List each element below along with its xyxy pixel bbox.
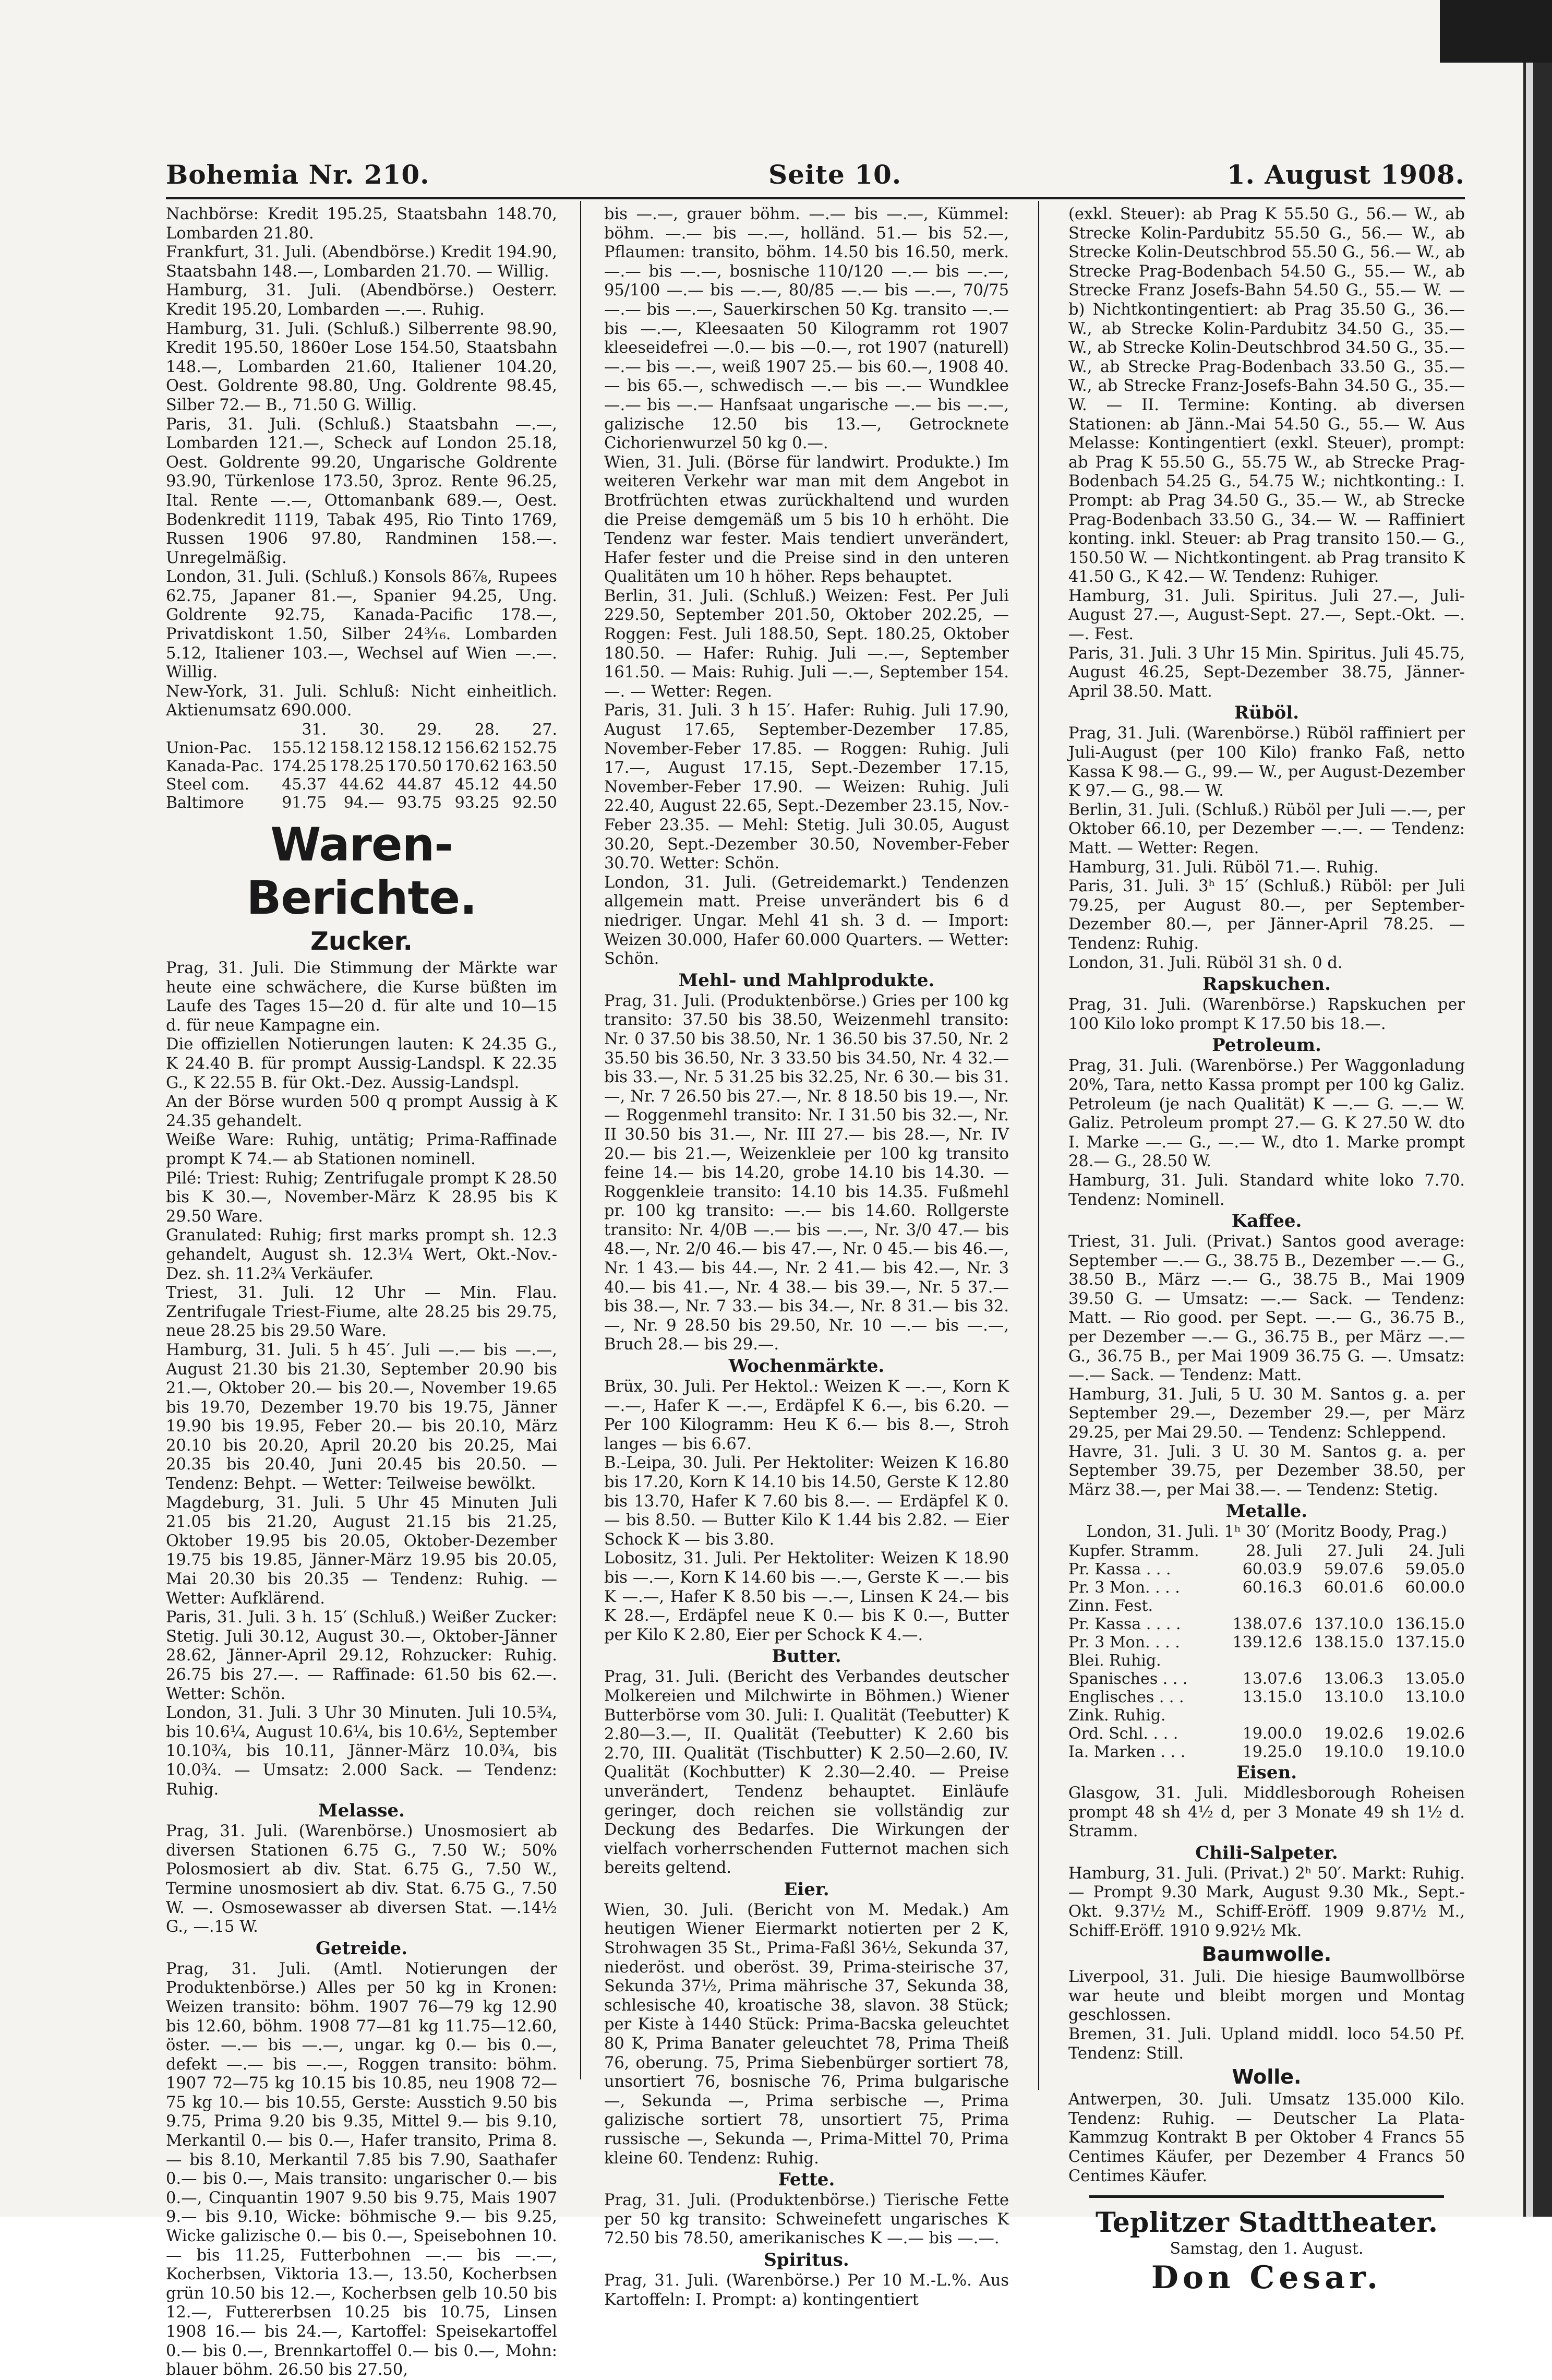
zucker-paragraph: An der Börse wurden 500 q prompt Aussig à K 24.35 gehandelt. [166,1093,557,1130]
kaffee-paragraph: Hamburg, 31. Juli, 5 U. 30 M. Santos g. a. per September 29.—, Dezember 29.—, per März 29.25, per Mai 29.50. — Tendenz: Schleppend. [1068,1385,1465,1442]
section-title-spiritus: Spiritus. [764,2249,849,2270]
table-cell [1221,1706,1302,1725]
table-row [1068,1652,1465,1670]
zucker-paragraph: Paris, 31. Juli. 3 h. 15′ (Schluß.) Weißer Zucker: Stetig. Juli 30.12, August 30.—, Oktober-Jänner 28.62, Jänner-April 29.12, Rohzucker: Ruhig. 26.75 bis 27.—. — Raffinade: 61.50 bis 62.—. Wetter: Schön. [166,1608,557,1703]
spiritus-paragraph: Prag, 31. Juli. (Warenbörse.) Per 10 M.-L.%. Aus Kartoffeln: I. Prompt: a) kontingentiert [604,2271,1009,2309]
market-report-paragraph: Wien, 31. Juli. (Börse für landwirt. Produkte.) Im weiteren Verkehr war man mit dem Angebot in Brotfrüchten etwas zurückhaltend und wurden die Preise demgemäß um 5 bis 10 h erhöht. Die Tendenz war fester. Mais tendiert unverändert, Hafer fester und die Preise sind in den unteren Qualitäten um 10 h höher. Reps behauptet. [604,453,1009,587]
table-cell: 60.16.3 [1242,1578,1303,1597]
table-cell: 178.25 [329,757,384,776]
table-cell: Union-Pac. [166,739,252,758]
table-cell: 45.12 [454,775,500,794]
kaffee-paragraph: Havre, 31. Juli. 3 U. 30 M. Santos g. a. per September 39.75, per Dezember 38.50, per März 38.—, per Mai 38.—. — Tendenz: Stetig. [1068,1442,1465,1499]
table-cell: Zinn. Fest. [1068,1597,1153,1615]
scan-corner-shadow [1440,0,1552,63]
market-report-paragraph: London, 31. Juli. (Getreidemarkt.) Tendenzen allgemein matt. Preise unverändert bis 6 d niedriger. Ungar. Mehl 41 sh. 3 d. — Import: Weizen 30.000, Hafer 60.000 Quarters. — Wetter: Schön. [604,873,1009,968]
table-cell: Steel com. [166,775,250,794]
wochenmarkt-paragraph: B.-Leipa, 30. Juli. Per Hektoliter: Weizen K 16.80 bis 17.20, Korn K 14.10 bis 14.50, Gerste K 12.80 bis 13.70, Hafer K 7.60 bis 8.—. — Erdäpfel K 0.— bis 8.50. — Butter Kilo K 1.44 bis 2.82. — Eier Schock K — bis 3.80. [604,1454,1009,1549]
table-header-cell: 27. Juli [1327,1542,1384,1560]
table-header-cell: Kupfer. Stramm. [1068,1542,1199,1560]
header-page-number: Seite 10. [768,159,902,190]
table-header-cell: 27. [532,721,557,739]
table-cell [1302,1652,1383,1670]
zucker-paragraph: Prag, 31. Juli. Die Stimmung der Märkte war heute eine schwächere, die Kurse büßten im Laufe des Tages 15—20 d. für alte und 10—15 d. für neue Kampagne ein. [166,959,557,1035]
table-cell: 93.75 [397,794,442,812]
zucker-paragraph: Triest, 31. Juli. 12 Uhr — Min. Flau. Zentrifugale Triest-Fiume, alte 28.25 bis 29.75, neue 28.25 bis 29.50 Ware. [166,1284,557,1341]
table-cell: 163.50 [502,757,557,776]
table-cell: 19.10.0 [1324,1743,1384,1761]
section-title-chili-salpeter: Chili-Salpeter. [1195,1842,1338,1863]
market-report-paragraph: New-York, 31. Juli. Schluß: Nicht einheitlich. Aktienumsatz 690.000. [166,682,557,720]
rueboel-paragraph: Prag, 31. Juli. (Warenbörse.) Rüböl raffiniert per Juli-August (per 100 Kilo) franko Faß, netto Kassa K 98.— G., 99.— W., per August-Dezember K 97.— G., 98.— W. [1068,724,1465,800]
section-title-kaffee: Kaffee. [1231,1211,1302,1232]
table-cell [1221,1652,1302,1670]
table-header-row [166,721,557,739]
table-cell: 59.05.0 [1405,1560,1465,1578]
table-cell: 60.01.6 [1324,1578,1384,1597]
metalle-intro: London, 31. Juli. 1ʰ 30′ (Moritz Boody, Prag.) [1086,1523,1447,1541]
table-cell [1383,1652,1465,1670]
theatre-play-title: Don Cesar. [1151,2259,1382,2297]
table-cell: Blei. Ruhig. [1068,1652,1161,1670]
zucker-paragraph: Die offiziellen Notierungen lauten: K 24.35 G., K 24.40 B. für prompt Aussig-Landspl. K 22.35 G., K 22.55 B. für Okt.-Dez. Aussig-Landspl. [166,1035,557,1092]
zucker-paragraph: Granulated: Ruhig; first marks prompt sh. 12.3 gehandelt, August sh. 12.3¼ Wert, Okt.-Nov.-Dez. sh. 11.2¾ Verkäufer. [166,1226,557,1283]
table-cell: 170.50 [387,757,442,776]
rueboel-paragraph: London, 31. Juli. Rüböl 31 sh. 0 d. [1068,953,1343,972]
section-title-fette: Fette. [778,2169,835,2191]
eier-paragraph: Wien, 30. Juli. (Bericht von M. Medak.) Am heutigen Wiener Eiermarkt notierten per 2 K, Strohwagen 35 St., Prima-Faßl 36½, Sekunda 37, niederöst. und oberöst. 39, Prima-steirische 37, Sekunda 37½, Prima mährische 37, Sekunda 38, schlesische 40, kroatische 38, slavon. 38 Stück; per Kiste à 1440 Stück: Prima-Bacska geleuchtet 80 K, Prima Banater geleuchtet 78, Prima Theiß 76, oberung. 75, Prima Siebenbürger sortiert 78, unsortiert 76, bosnische 76, Prima bulgarische —, Sekunda —, Prima serbische —, Prima galizische sortiert 78, unsortiert 75, Prima russische —, Sekunda —, Prima-Mittel 70, Prima kleine 60. Tendenz: Ruhig. [604,1900,1009,2168]
page-binding-highlight [1526,0,1533,2217]
table-cell: 136.15.0 [1395,1615,1465,1633]
table-cell: 94.— [343,794,384,812]
table-cell: Zink. Ruhig. [1068,1706,1166,1725]
table-header-cell [166,721,269,739]
zucker-paragraph: London, 31. Juli. 3 Uhr 30 Minuten. Juli 10.5¾, bis 10.6¼, August 10.6¼, bis 10.6½, September 10.10¾, bis 10.11, Jänner-März 10.0¾, bis 10.0¾. — Umsatz: 2.000 Sack. — Tendenz: Ruhig. [166,1704,557,1799]
table-row [166,794,557,812]
table-cell: 13.06.3 [1324,1670,1384,1688]
table-row [1068,1578,1465,1597]
table-row [1068,1615,1465,1633]
table-cell: 19.25.0 [1242,1743,1303,1761]
spiritus-continued-paragraph: Hamburg, 31. Juli. Spiritus. Juli 27.—, Juli-August 27.—, August-Sept. 27.—, Sept.-Okt. —.—. Fest. [1068,587,1465,644]
zucker-paragraph: Hamburg, 31. Juli. 5 h 45′. Juli —.— bis —.—, August 21.30 bis 21.30, September 20.90 bis 21.—, Oktober 20.— bis 20.—, November 19.65 bis 19.70, Dezember 19.70 bis 19.75, Jänner 19.90 bis 19.95, Feber 20.— bis 20.10, März 20.10 bis 20.20, April 20.20 bis 20.25, Mai 20.35 bis 20.40, Juni 20.45 bis 20.50. — Tendenz: Behpt. — Wetter: Teilweise bewölkt. [166,1341,557,1493]
table-cell: 138.07.6 [1232,1615,1303,1633]
table-cell: 137.10.0 [1314,1615,1384,1633]
table-header-cell: 24. Juli [1409,1542,1465,1560]
table-row [1068,1597,1465,1615]
table-cell: Pr. Kassa . . . [1068,1560,1171,1578]
section-title-rueboel: Rüböl. [1234,702,1300,724]
table-cell: 44.87 [397,775,442,794]
page-header [166,159,1465,196]
header-rule [166,197,1465,199]
table-row [166,739,557,757]
section-title-baumwolle: Baumwolle. [1201,1943,1332,1966]
table-row [1068,1743,1465,1761]
kaffee-paragraph: Triest, 31. Juli. (Privat.) Santos good average: September —.— G., 38.75 B., Dezember —.— G., 38.50 B., März —.— G., 38.75 B., Mai 1909 39.50 G. — Umsatz: —.— Sack. — Tendenz: Matt. — Rio good. per Sept. —.— G., 36.75 B., per Dezember —.— G., 36.75 B., per März —.— G., 36.75 B., per Mai 1909 36.75 G. —. Umsatz: —.— Sack. — Tendenz: Matt. [1068,1233,1465,1385]
wochenmarkt-paragraph: Brüx, 30. Juli. Per Hektol.: Weizen K —.—, Korn K —.—, Hafer K —.—, Erdäpfel K 6.—, bis 6.20. — Per 100 Kilogramm: Heu K 6.— bis 8.—, Stroh langes — bis 6.67. [604,1378,1009,1453]
table-cell: 156.62 [444,739,500,758]
table-cell: 92.50 [512,794,557,812]
table-cell: 45.37 [282,775,327,794]
table-cell: 19.10.0 [1405,1743,1465,1761]
table-cell: 174.25 [272,757,327,776]
wochenmarkt-paragraph: Lobositz, 31. Juli. Per Hektoliter: Weizen K 18.90 bis —.—, Korn K 14.60 bis —.—, Gerste K —.— bis K —.—, Hafer K 8.50 bis —.—, Linsen K 24.— bis K 28.—, Erdäpfel neue K 0.— bis K 0.—, Butter per Kilo K 2.80, Eier per Schock K 4.—. [604,1549,1009,1644]
table-cell: 93.25 [454,794,500,812]
baumwolle-paragraph: Bremen, 31. Juli. Upland middl. loco 54.50 Pf. Tendenz: Still. [1068,2025,1465,2063]
table-cell: 91.75 [282,794,327,812]
table-cell [1221,1597,1302,1615]
table-cell [1302,1706,1383,1725]
table-cell [1383,1597,1465,1615]
petroleum-paragraph: Prag, 31. Juli. (Warenbörse.) Per Waggonladung 20%, Tara, netto Kassa prompt per 100 kg Galiz. Petroleum (je nach Qualität) K —.— G. —.— W. Galiz. Petroleum prompt 27.— G. K 27.50 W. dto I. Marke —.— G., —.— W., dto 1. Marke prompt 28.— G., 28.50 W. [1068,1057,1465,1171]
rueboel-paragraph: Berlin, 31. Juli. (Schluß.) Rüböl per Juli —.—, per Oktober 66.10, per Dezember —.—. — Tendenz: Matt. — Wetter: Regen. [1068,800,1465,857]
spiritus-continued-paragraph: (exkl. Steuer): ab Prag K 55.50 G., 56.— W., ab Strecke Kolin-Pardubitz 55.50 G., 56.— W., ab Strecke Kolin-Deutschbrod 55.50 G., 56.— W., ab Strecke Prag-Bodenbach 54.50 G., 55.— W., ab Strecke Franz Josefs-Bahn 54.50 G., 55.— W. — b) Nichtkontingentiert: ab Prag 35.50 G., 36.— W., ab Strecke Kolin-Pardubitz 34.50 G., 35.— W., ab Strecke Kolin-Deutschbrod 34.50 G., 35.— W., ab Strecke Prag-Bodenbach 33.50 G., 35.— W., ab Strecke Franz-Josefs-Bahn 34.50 G., 35.— W. — II. Termine: Konting. ab diversen Stationen: ab Jänn.-Mai 54.50 G., 55.— W. Aus Melasse: Kontingentiert (exkl. Steuer), prompt: ab Prag K 55.50 G., 55.75 W., ab Strecke Prag-Bodenbach 54.25 G., 54.75 W.; nichtkonting.: I. Prompt: ab Prag 34.50 G., 35.— W., ab Strecke Prag-Bodenbach 33.50 G., 34.— W. — Raffiniert konting. inkl. Steuer: ab Prag transito 150.— G., 150.50 W. — Nichtkontingent. ab Prag transito K 41.50 G., K 42.— W. Tendenz: Ruhiger. [1068,205,1465,587]
market-report-paragraph: London, 31. Juli. (Schluß.) Konsols 86⅞, Rupees 62.75, Japaner 81.—, Spanier 94.25, Ung. Goldrente 92.75, Kanada-Pacific 178.—, Privatdiskont 1.50, Silber 24³⁄₁₆. Lombarden 5.12, Italiener 103.—, Wechsel auf Wien —.—. Willig. [166,568,557,682]
table-cell: 138.15.0 [1314,1633,1384,1652]
table-cell: Pr. Kassa . . . . [1068,1615,1181,1633]
table-row [1068,1560,1465,1578]
table-cell: Kanada-Pac. [166,757,264,776]
section-title-getreide: Getreide. [315,1938,408,1959]
section-title-rapskuchen: Rapskuchen. [1202,974,1331,995]
table-cell: Baltimore [166,794,244,812]
zucker-paragraph: Weiße Ware: Ruhig, untätig; Prima-Raffinade prompt K 74.— ab Stationen nominell. [166,1131,557,1168]
table-cell: 19.00.0 [1242,1725,1303,1743]
header-date: 1. August 1908. [1226,159,1465,190]
table-cell [1302,1597,1383,1615]
theatre-name: Teplitzer Stadttheater. [1096,2207,1438,2239]
market-reports-block [166,205,557,721]
table-cell: 13.07.6 [1242,1670,1303,1688]
table-cell: 155.12 [272,739,327,758]
table-row [166,757,557,775]
table-cell: Englisches . . . [1068,1688,1184,1706]
section-title-petroleum: Petroleum. [1212,1035,1321,1056]
table-cell: 59.07.6 [1324,1560,1384,1578]
table-row [1068,1706,1465,1725]
theatre-advertisement [1068,2195,1465,2296]
section-title-metalle: Metalle. [1225,1501,1308,1522]
column-divider-2 [1038,201,1039,2090]
table-cell [1383,1706,1465,1725]
table-cell: Ia. Marken . . . [1068,1743,1186,1761]
column-3 [1068,205,1465,2297]
table-cell: 13.05.0 [1405,1670,1465,1688]
table-header-cell: 31. [302,721,327,739]
section-title-zucker: Zucker. [310,927,413,956]
market-report-paragraph: Paris, 31. Juli. (Schluß.) Staatsbahn —.—, Lombarden 121.—, Scheck auf London 25.18, Oest. Goldrente 99.20, Ungarische Goldrente 93.90, Türkenlose 173.50, 3proz. Rente 96.25, Ital. Rente —.—, Ottomanbank 689.—, Oest. Bodenkredit 1119, Tabak 495, Rio Tinto 1769, Russen 1906 97.80, Randminen 158.—. Unregelmäßig. [166,415,557,567]
table-row [1068,1633,1465,1652]
table-cell: 19.02.6 [1324,1725,1384,1743]
table-cell: 158.12 [329,739,384,758]
table-header-cell: 30. [359,721,384,739]
table-cell: 60.03.9 [1242,1560,1303,1578]
market-report-paragraph: Frankfurt, 31. Juli. (Abendbörse.) Kredit 194.90, Staatsbahn 148.—, Lombarden 21.70. — Willig. [166,243,557,281]
table-header-row [1068,1542,1465,1560]
mehl-paragraph: Prag, 31. Juli. (Produktenbörse.) Gries per 100 kg transito: 37.50 bis 38.50, Weizenmehl transito: Nr. 0 37.50 bis 38.50, Nr. 1 36.50 bis 37.50, Nr. 2 35.50 bis 36.50, Nr. 3 33.50 bis 34.50, Nr. 4 32.— bis 33.—, Nr. 5 31.25 bis 32.25, Nr. 6 30.— bis 31.—, Nr. 7 26.50 bis 27.—, Nr. 8 18.50 bis 19.—, Nr. — Roggenmehl transito: Nr. I 31.50 bis 32.—, Nr. II 30.50 bis 31.—, Nr. III 27.— bis 28.—, Nr. IV 20.— bis 21.—, Weizenkleie per 100 kg transito feine 14.— bis 14.20, grobe 14.10 bis 14.30. — Roggenkleie transito: 14.10 bis 14.35. Fußmehl pr. 100 kg transito: —.— bis 14.60. Rollgerste transito: Nr. 4/0B —.— bis —.—, Nr. 3/0 47.— bis 48.—, Nr. 2/0 46.— bis 47.—, Nr. 0 45.— bis 46.—, Nr. 1 43.— bis 44.—, Nr. 2 41.— bis 42.—, Nr. 3 40.— bis 41.—, Nr. 4 38.— bis 39.—, Nr. 5 37.— bis 38.—, Nr. 7 33.— bis 34.—, Nr. 8 31.— bis 32.—, Nr. 9 28.50 bis 29.50, Nr. 10 —.— bis —.—, Bruch 28.— bis 29.—. [604,991,1009,1354]
melasse-paragraph: Prag, 31. Juli. (Warenbörse.) Unosmosiert ab diversen Stationen 6.75 G., 7.50 W.; 50% Polosmosiert ab div. Stat. 6.75 G., 7.50 W., Termine unosmosiert ab div. Stat. 6.75 G., 7.50 W. —. Osmosewasser ab diversen Stat. —.14½ G., —.15 W. [166,1822,557,1936]
table-cell: 60.00.0 [1405,1578,1465,1597]
section-title-eier: Eier. [784,1879,829,1900]
section-title-wolle: Wolle. [1232,2065,1302,2089]
table-cell: Ord. Schl. . . . [1068,1725,1178,1743]
column-divider-1 [580,201,581,2079]
table-header-cell: 29. [417,721,442,739]
section-title-mehl: Mehl- und Mahlprodukte. [678,970,935,991]
section-title-melasse: Melasse. [318,1800,405,1822]
rueboel-paragraph: Hamburg, 31. Juli. Rüböl 71.—. Ruhig. [1068,858,1379,877]
table-row [1068,1688,1465,1706]
table-cell: 13.10.0 [1405,1688,1465,1706]
column-1 [166,205,557,2379]
theatre-date: Samstag, den 1. August. [1170,2240,1364,2258]
market-report-paragraph: Hamburg, 31. Juli. (Schluß.) Silberrente 98.90, Kredit 195.50, 1860er Lose 154.50, Staatsbahn 148.—, Lombarden 21.60, Italiener 104.20, Oest. Goldrente 98.80, Ung. Goldrente 98.45, Silber 72.— B., 71.50 G. Willig. [166,319,557,414]
table-cell: Pr. 3 Mon. . . . [1068,1633,1180,1652]
section-title-eisen: Eisen. [1236,1762,1297,1783]
section-title-wochenmaerkte: Wochenmärkte. [728,1356,885,1377]
table-row [166,775,557,794]
market-report-paragraph: bis —.—, grauer böhm. —.— bis —.—, Kümmel: böhm. —.— bis —.—, holländ. 51.— bis 52.—, Pflaumen: transito, böhm. 14.50 bis 16.50, merk. —.— bis —.—, bosnische 110/120 —.— bis —.—, 95/100 —.— bis —.—, 80/85 —.— bis —.—, 70/75 —.— bis —.—, Sauerkirschen 50 Kg. transito —.— bis —.—, Kleesaaten 50 Kilogramm rot 1907 kleeseidefrei —.0.— bis —0.—, rot 1907 (naturell) —.— bis —.—, weiß 1907 25.— bis 60.—, 1908 40.— bis 65.—, schwedisch —.— bis —.— Wundklee —.— bis —.— Hanfsaat ungarische —.— bis —.—, galizische 12.50 bis 13.—, Getrocknete Cichorienwurzel 50 kg 0.—. [604,205,1009,453]
fette-paragraph: Prag, 31. Juli. (Produktenbörse.) Tierische Fette per 50 kg transito: Schweinefett ungarisches K 72.50 bis 78.50, amerikanisches K —.— bis —.—. [604,2191,1009,2248]
table-cell: 19.02.6 [1405,1725,1465,1743]
table-header-cell: 28. [474,721,500,739]
section-title-butter: Butter. [772,1646,841,1667]
spiritus-continued-paragraph: Paris, 31. Juli. 3 Uhr 15 Min. Spiritus. Juli 45.75, August 46.25, Sept-Dezember 38.75, Jänner-April 38.50. Matt. [1068,644,1465,701]
table-cell: 158.12 [387,739,442,758]
new-york-stock-table [166,721,557,812]
wolle-paragraph: Antwerpen, 30. Juli. Umsatz 135.000 Kilo. Tendenz: Ruhig. — Deutscher La Plata-Kammzug Kontrakt B per Oktober 4 Francs 55 Centimes Käufer, per Dezember 4 Francs 50 Centimes Käufer. [1068,2090,1465,2185]
table-cell: 44.62 [339,775,384,794]
getreide-paragraph: Prag, 31. Juli. (Amtl. Notierungen der Produktenbörse.) Alles per 50 kg in Kronen: Weizen transito: böhm. 1907 76—79 kg 12.90 bis 12.60, böhm. 1908 77—81 kg 11.75—12.60, öster. —.— bis —.—, ungar. kg 0.— bis 0.—, defekt —.— bis —.—, Roggen transito: böhm. 1907 72—75 kg 10.15 bis 10.85, neu 1908 72—75 kg 10.— bis 10.55, Gerste: Ausstich 9.50 bis 9.75, Prima 9.20 bis 9.35, Mittel 9.— bis 9.10, Merkantil 0.— bis 0.—, Hafer transito, Prima 8.— bis 8.10, Merkantil 7.85 bis 7.90, Saathafer 0.— bis 0.—, Mais transito: ungarischer 0.— bis 0.—, Cinquantin 1907 9.50 bis 9.75, Mais 1907 9.— bis 9.10, Wicke: böhmische 9.— bis 9.25, Wicke galizische 0.— bis 0.—, Speisebohnen 10.— bis 11.25, Futterbohnen —.— bis —.—, Kocherbsen, Viktoria 13.—, 13.50, Kocherbsen grün 10.50 bis 12.—, Kocherbsen gelb 10.50 bis 12.—, Futtererbsen 10.25 bis 10.75, Linsen 1908 16.— bis 24.—, Kartoffel: Speisekartoffel 0.— bis 0.—, Brennkartoffel 0.— bis 0.—, Mohn: blauer böhm. 26.50 bis 27.50, [166,1959,557,2379]
table-cell: 13.15.0 [1242,1688,1303,1706]
header-newspaper-issue: Bohemia Nr. 210. [166,159,430,190]
table-cell: 170.62 [444,757,500,776]
table-header-cell: 28. Juli [1246,1542,1303,1560]
market-report-paragraph: Berlin, 31. Juli. (Schluß.) Weizen: Fest. Per Juli 229.50, September 201.50, Oktober 202.25, — Roggen: Fest. Juli 188.50, Sept. 180.25, Oktober 180.50. — Hafer: Ruhig. Juli —.—, September 161.50. — Mais: Ruhig. Juli —.—, September 154.—. — Wetter: Regen. [604,587,1009,701]
table-row [1068,1670,1465,1688]
section-main-title: Waren-Berichte. [246,818,477,925]
table-cell: 137.15.0 [1395,1633,1465,1652]
rapskuchen-paragraph: Prag, 31. Juli. (Warenbörse.) Rapskuchen per 100 Kilo loko prompt K 17.50 bis 18.—. [1068,996,1465,1033]
table-cell: 13.10.0 [1324,1688,1384,1706]
market-report-paragraph: Nachbörse: Kredit 195.25, Staatsbahn 148.70, Lombarden 21.80. [166,205,557,243]
petroleum-paragraph: Hamburg, 31. Juli. Standard white loko 7.70. Tendenz: Nominell. [1068,1171,1465,1209]
chili-paragraph: Hamburg, 31. Juli. (Privat.) 2ʰ 50′. Markt: Ruhig. — Prompt 9.30 Mark, August 9.30 Mk., Sept.-Okt. 9.37½ M., Schiff-Eröff. 1909 9.87½ M., Schiff-Eröff. 1910 9.92½ Mk. [1068,1864,1465,1940]
table-cell: Spanisches . . . [1068,1670,1188,1688]
market-report-paragraph: Paris, 31. Juli. 3 h 15′. Hafer: Ruhig. Juli 17.90, August 17.65, September-Dezember 17.85, November-Feber 17.85. — Roggen: Ruhig. Juli 17.—, August 17.15, Sept.-Dezember 17.15, November-Feber 17.90. — Weizen: Ruhig. Juli 22.40, August 22.65, Sept.-Dezember 23.15, Nov.-Feber 23.35. — Mehl: Stetig. Juli 30.05, August 30.20, Sept.-Dezember 30.50, November-Feber 30.70. Wetter: Schön. [604,701,1009,873]
rueboel-paragraph: Paris, 31. Juli. 3ʰ 15′ (Schluß.) Rüböl: per Juli 79.25, per August 80.—, per September-Dezember 80.—, per Jänner-April 78.25. — Tendenz: Ruhig. [1068,877,1465,953]
table-cell: 152.75 [502,739,557,758]
metal-prices-table [1068,1542,1465,1761]
table-row [1068,1725,1465,1743]
zucker-paragraph: Pilé: Triest: Ruhig; Zentrifugale prompt K 28.50 bis K 30.—, November-März K 28.95 bis K 29.50 Ware. [166,1169,557,1226]
advertisement-rule [1089,2195,1444,2198]
baumwolle-paragraph: Liverpool, 31. Juli. Die hiesige Baumwollbörse war heute und bleibt morgen und Montag geschlossen. [1068,1968,1465,2025]
table-cell: Pr. 3 Mon. . . . [1068,1578,1180,1597]
table-cell: 44.50 [512,775,557,794]
market-report-paragraph: Hamburg, 31. Juli. (Abendbörse.) Oesterr. Kredit 195.20, Lombarden —.—. Ruhig. [166,281,557,319]
eisen-paragraph: Glasgow, 31. Juli. Middlesborough Roheisen prompt 48 sh 4½ d, per 3 Monate 49 sh 1½ d. Stramm. [1068,1784,1465,1841]
column-2 [604,205,1009,2309]
butter-paragraph: Prag, 31. Juli. (Bericht des Verbandes deutscher Molkereien und Milchwirte in Böhmen.) Wiener Butterbörse vom 30. Juli: I. Qualität (Teebutter) K 2.80—3.—, II. Qualität (Teebutter) K 2.60 bis 2.70, III. Qualität (Tischbutter) K 2.50—2.60, IV. Qualität (Kochbutter) K 2.30—2.40. — Preise unverändert, Tendenz behauptet. Einläufe geringer, doch reichen sie vollständig zur Deckung des Bedarfes. Die Wirkungen der vielfach vorherrschenden Futternot machen sich bereits geltend. [604,1668,1009,1877]
zucker-paragraph: Magdeburg, 31. Juli. 5 Uhr 45 Minuten Juli 21.05 bis 21.20, August 21.15 bis 21.25, Oktober 19.95 bis 20.05, Oktober-Dezember 19.75 bis 19.85, Jänner-März 19.95 bis 20.05, Mai 20.30 bis 20.35 — Tendenz: Ruhig. — Wetter: Aufklärend. [166,1493,557,1608]
table-cell: 139.12.6 [1232,1633,1303,1652]
